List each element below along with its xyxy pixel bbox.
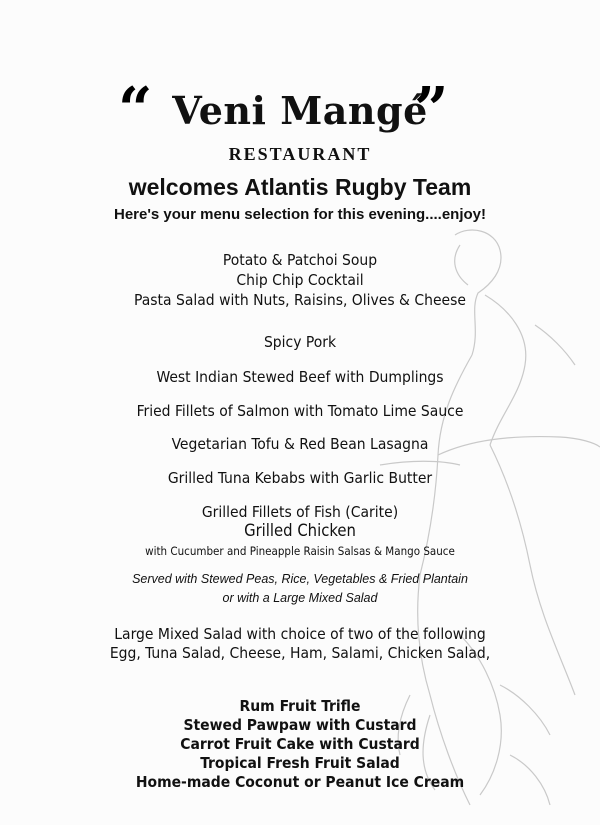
close-quote-mark: ” bbox=[414, 75, 449, 145]
menu-item: Egg, Tuna Salad, Cheese, Ham, Salami, Chicken Salad, bbox=[109, 644, 491, 662]
dessert-item: Carrot Fruit Cake with Custard bbox=[180, 735, 420, 753]
menu-item: Spicy Pork bbox=[263, 333, 337, 351]
dessert-item: Stewed Pawpaw with Custard bbox=[183, 716, 417, 734]
selection-note: Here's your menu selection for this evening....enjoy! bbox=[114, 206, 486, 223]
welcome-heading: welcomes Atlantis Rugby Team bbox=[128, 174, 472, 200]
menu-item: Vegetarian Tofu & Red Bean Lasagna bbox=[171, 435, 429, 453]
restaurant-subtitle: RESTAURANT bbox=[228, 144, 372, 164]
menu-item: Grilled Fillets of Fish (Carite) bbox=[201, 503, 399, 521]
menu-item: Fried Fillets of Salmon with Tomato Lime Sauce bbox=[136, 402, 464, 420]
menu-item: Pasta Salad with Nuts, Raisins, Olives & Cheese bbox=[134, 291, 466, 309]
open-quote-mark: “ bbox=[118, 75, 153, 145]
served-with-note: or with a Large Mixed Salad bbox=[222, 591, 378, 605]
menu-item: Grilled Chicken bbox=[244, 521, 356, 540]
menu-item: Chip Chip Cocktail bbox=[236, 271, 364, 289]
dessert-item: Home-made Coconut or Peanut Ice Cream bbox=[135, 773, 465, 791]
menu-item: Potato & Patchoi Soup bbox=[222, 251, 378, 269]
menu-item: Large Mixed Salad with choice of two of the following bbox=[114, 625, 486, 643]
menu-item: West Indian Stewed Beef with Dumplings bbox=[156, 368, 444, 386]
dessert-item: Rum Fruit Trifle bbox=[239, 697, 361, 715]
menu-item-note: with Cucumber and Pineapple Raisin Salsas & Mango Sauce bbox=[145, 544, 455, 558]
dessert-item: Tropical Fresh Fruit Salad bbox=[200, 754, 400, 772]
restaurant-name: Veni Mangé bbox=[172, 88, 428, 133]
served-with-note: Served with Stewed Peas, Rice, Vegetables & Fried Plantain bbox=[132, 572, 468, 586]
menu-item: Grilled Tuna Kebabs with Garlic Butter bbox=[167, 469, 433, 487]
